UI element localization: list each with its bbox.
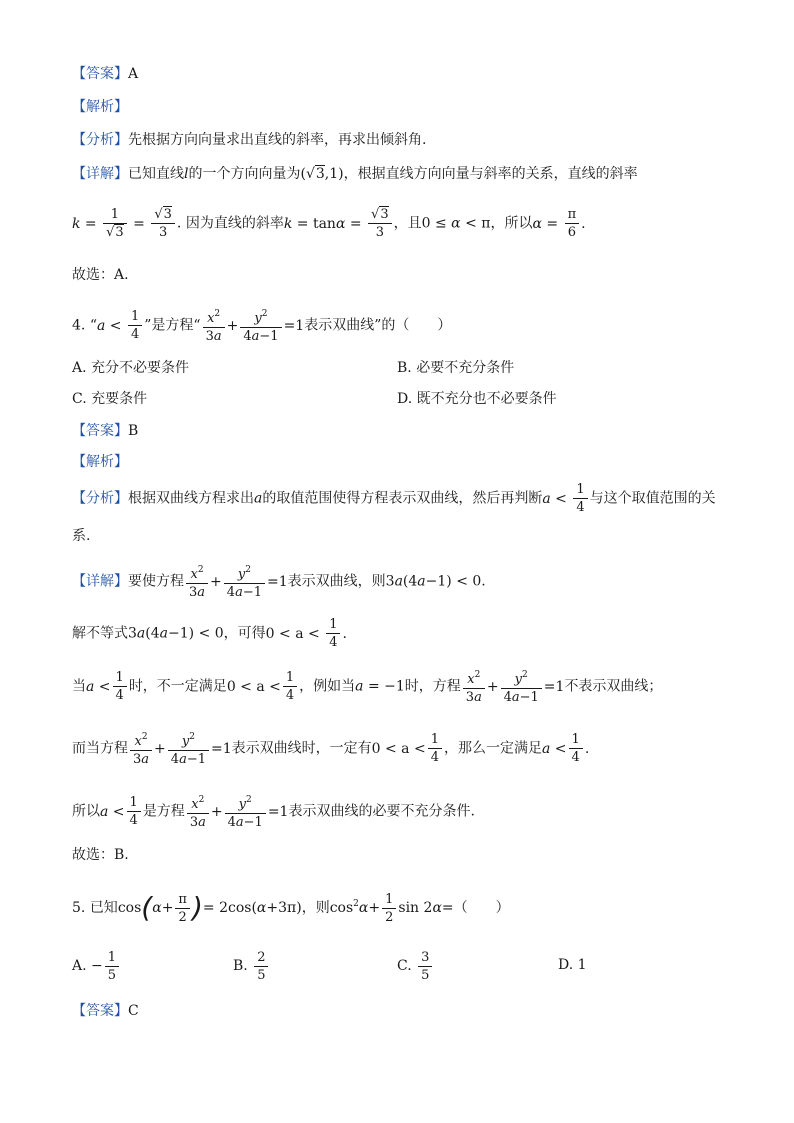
q4-detail-text: 是方程 bbox=[142, 803, 185, 820]
q4-choose-line bbox=[72, 845, 129, 865]
math-range: 0 < a < $\frac{1}{4}$ bbox=[227, 679, 299, 695]
option-letter: D. bbox=[397, 391, 413, 407]
q3-detail-text: ，且 bbox=[393, 215, 422, 232]
q4-detail-text: 解不等式 bbox=[72, 625, 128, 642]
q4-detail-text: 时，不一定满足 bbox=[128, 678, 227, 695]
q4-choose-text: 故选：B. bbox=[72, 847, 129, 863]
q4-detail-text: ，那么一定满足 bbox=[444, 740, 542, 757]
option-denominator: 5 bbox=[421, 967, 430, 983]
q4-stem bbox=[72, 306, 451, 345]
q4-detail-text: 要使方程 bbox=[128, 573, 184, 590]
q4-analysis-heading bbox=[72, 452, 128, 472]
math-inequality: 3a(4a−1) < 0 bbox=[128, 625, 224, 642]
q4-option-a[interactable] bbox=[72, 358, 189, 378]
q5-answer-line bbox=[72, 1001, 139, 1021]
q5-option-d[interactable] bbox=[558, 955, 587, 975]
option-text: 充要条件 bbox=[91, 391, 148, 407]
option-numerator: 3 bbox=[418, 949, 432, 967]
math-a-lt-quarter: a < $\frac{1}{4}$ bbox=[100, 804, 143, 820]
q5-answer-value: C bbox=[128, 1003, 139, 1019]
math-hyperbola-eq: $\frac{x^2}{3a}$ + $\frac{y^2}{4a-1}$ =1 bbox=[184, 574, 288, 590]
q4-detail-line-5 bbox=[72, 792, 475, 831]
math-a-lt-quarter: a < $\frac{1}{4}$ bbox=[542, 491, 589, 507]
q4-stem-text: “ bbox=[89, 317, 97, 334]
math-alpha-range: 0 ≤ α < π bbox=[421, 215, 491, 232]
q4-detail-line-1 bbox=[72, 562, 486, 601]
option-numerator: 1 bbox=[105, 949, 119, 967]
q5-option-c[interactable] bbox=[397, 948, 434, 984]
detail-tag: 【详解】 bbox=[72, 166, 128, 182]
q3-fenxi-text: 先根据方向向量求出直线的斜率，再求出倾斜角. bbox=[128, 132, 427, 148]
q3-analysis-heading bbox=[72, 97, 128, 117]
option-text: 必要不充分条件 bbox=[416, 360, 515, 376]
q5-option-a[interactable] bbox=[72, 948, 121, 984]
math-l: l bbox=[184, 166, 189, 182]
math-inequality: 3a(4a−1) < 0. bbox=[385, 573, 486, 590]
math-hyperbola-eq: $\frac{x^2}{3a}$ + $\frac{y^2}{4a-1}$ =1 bbox=[461, 679, 565, 695]
q4-stem-text: 表示双曲线”的（ ） bbox=[304, 317, 452, 334]
q5-stem-text: （ ） bbox=[453, 900, 510, 916]
math-range: 0 < a < $\frac{1}{4}$ bbox=[372, 741, 444, 757]
option-letter: B. bbox=[397, 360, 412, 376]
q4-fenxi-text: 的取值范围使得方程表示双曲线，然后再判断 bbox=[262, 490, 543, 507]
q3-detail-line-2 bbox=[72, 206, 586, 241]
option-denominator: 5 bbox=[257, 967, 266, 983]
option-letter: A. bbox=[72, 360, 87, 376]
q4-detail-text: 表示双曲线的必要不充分条件. bbox=[288, 803, 475, 820]
q4-fenxi-text: 根据双曲线方程求出 bbox=[128, 490, 254, 507]
q3-answer-line bbox=[72, 64, 138, 84]
math-target-expression: $\cos^2\alpha+$ $\frac{1}{2}$ sin 2α= bbox=[329, 891, 454, 925]
q4-detail-text: 而当方程 bbox=[72, 740, 128, 757]
math-range: 0 < a < $\frac{1}{4}$ . bbox=[265, 617, 347, 650]
q3-detail-text: . 因为直线的斜率 bbox=[176, 215, 284, 232]
q5-stem-text: 已知 bbox=[89, 900, 118, 916]
q3-choose-text: 故选：A. bbox=[72, 267, 129, 283]
q4-detail-text: 所以 bbox=[72, 803, 100, 820]
option-text: 充分不必要条件 bbox=[91, 360, 190, 376]
q4-detail-text: 表示双曲线时，一定有 bbox=[231, 740, 372, 757]
option-text: 既不充分也不必要条件 bbox=[416, 391, 557, 407]
analysis-tag: 【解析】 bbox=[72, 99, 128, 115]
math-alpha-value: α = $\frac{\pi}{6}$ . bbox=[532, 207, 586, 240]
math-hyperbola-eq: $\frac{x^2}{3a}$ + $\frac{y^2}{4a-1}$ =1 bbox=[185, 804, 289, 820]
q3-answer-value: A bbox=[128, 66, 139, 82]
option-sign: − bbox=[91, 958, 103, 974]
math-a-lt-quarter: a < $\frac{1}{4}$ bbox=[86, 679, 129, 695]
option-text: 1 bbox=[577, 957, 587, 973]
option-fraction bbox=[105, 949, 119, 984]
answer-tag: 【答案】 bbox=[72, 423, 128, 439]
q4-answer-value: B bbox=[128, 423, 139, 439]
q4-option-b[interactable] bbox=[397, 358, 514, 378]
q4-option-c[interactable] bbox=[72, 389, 147, 409]
math-k-tan: k = tanα = $\frac{√3}{3}$ bbox=[284, 216, 394, 232]
q3-detail-line-1 bbox=[72, 164, 638, 184]
q3-fenxi-line bbox=[72, 130, 426, 150]
q4-detail-text: ，可得 bbox=[223, 625, 266, 642]
q5-option-b[interactable] bbox=[233, 948, 270, 984]
math-slope-k: k = $\frac{1}{√3}$ = $\frac{√3}{3}$ bbox=[72, 216, 177, 232]
q4-detail-text: 时，方程 bbox=[404, 678, 461, 695]
detail-tag: 【详解】 bbox=[72, 573, 128, 590]
q4-stem-text: ”是方程“ bbox=[144, 317, 201, 334]
option-numerator: 2 bbox=[254, 949, 268, 967]
q4-detail-line-3 bbox=[72, 667, 662, 706]
analysis-tag: 【解析】 bbox=[72, 454, 128, 470]
answer-tag: 【答案】 bbox=[72, 1003, 128, 1019]
math-cos-equation: cos(α+ $\frac{\pi}{2}$ )= 2cos(α+3π) bbox=[117, 891, 302, 925]
q4-detail-line-2 bbox=[72, 616, 347, 651]
q4-option-d[interactable] bbox=[397, 389, 557, 409]
q4-fenxi-line bbox=[72, 481, 716, 516]
q4-detail-line-4 bbox=[72, 729, 589, 768]
q5-stem bbox=[72, 886, 510, 926]
q4-fenxi-line-2 bbox=[72, 526, 90, 546]
fenxi-tag: 【分析】 bbox=[72, 132, 128, 148]
math-hyperbola-eq: $\frac{x^2}{3a}$ + $\frac{y^2}{4a-1}$ =1 bbox=[128, 741, 232, 757]
option-denominator: 5 bbox=[107, 967, 117, 983]
option-fraction bbox=[418, 949, 432, 984]
math-direction-vector: (√3,1) bbox=[300, 166, 344, 182]
q4-detail-text: 当 bbox=[72, 678, 86, 695]
q5-stem-text: ，则 bbox=[301, 900, 330, 916]
q5-number: 5. bbox=[72, 900, 86, 916]
q4-answer-line bbox=[72, 421, 138, 441]
q4-detail-text: 表示双曲线，则 bbox=[287, 573, 386, 590]
q4-detail-text: 不表示双曲线； bbox=[564, 678, 663, 695]
q3-detail-text: ，根据直线方向向量与斜率的关系，直线的斜率 bbox=[343, 166, 638, 182]
option-letter: C. bbox=[397, 958, 412, 974]
q3-detail-text: 的一个方向向量为 bbox=[188, 166, 301, 182]
fenxi-tag: 【分析】 bbox=[72, 490, 128, 507]
q3-choose-line bbox=[72, 265, 129, 285]
option-fraction bbox=[254, 949, 268, 984]
math-a: a bbox=[254, 490, 263, 507]
math-a-eq-neg1: a = −1 bbox=[355, 678, 405, 695]
q3-detail-text: 已知直线 bbox=[128, 166, 184, 182]
option-letter: D. bbox=[558, 957, 574, 973]
option-letter: C. bbox=[72, 391, 87, 407]
option-letter: A. bbox=[72, 958, 87, 974]
q4-detail-text: ，例如当 bbox=[299, 678, 356, 695]
math-a-lt-quarter: a < $\frac{1}{4}$ . bbox=[542, 732, 590, 765]
q3-detail-text: ，所以 bbox=[490, 215, 533, 232]
q4-fenxi-text: 系. bbox=[72, 528, 91, 544]
q4-number: 4. bbox=[72, 317, 86, 334]
q4-fenxi-text: 与这个取值范围的关 bbox=[589, 490, 716, 507]
math-hyperbola-eq: $\frac{x^2}{3a}$ + $\frac{y^2}{4a-1}$ =1 bbox=[201, 318, 305, 334]
option-letter: B. bbox=[233, 958, 248, 974]
answer-tag: 【答案】 bbox=[72, 66, 128, 82]
math-a-lt-quarter: a < $\frac{1}{4}$ bbox=[97, 318, 144, 334]
